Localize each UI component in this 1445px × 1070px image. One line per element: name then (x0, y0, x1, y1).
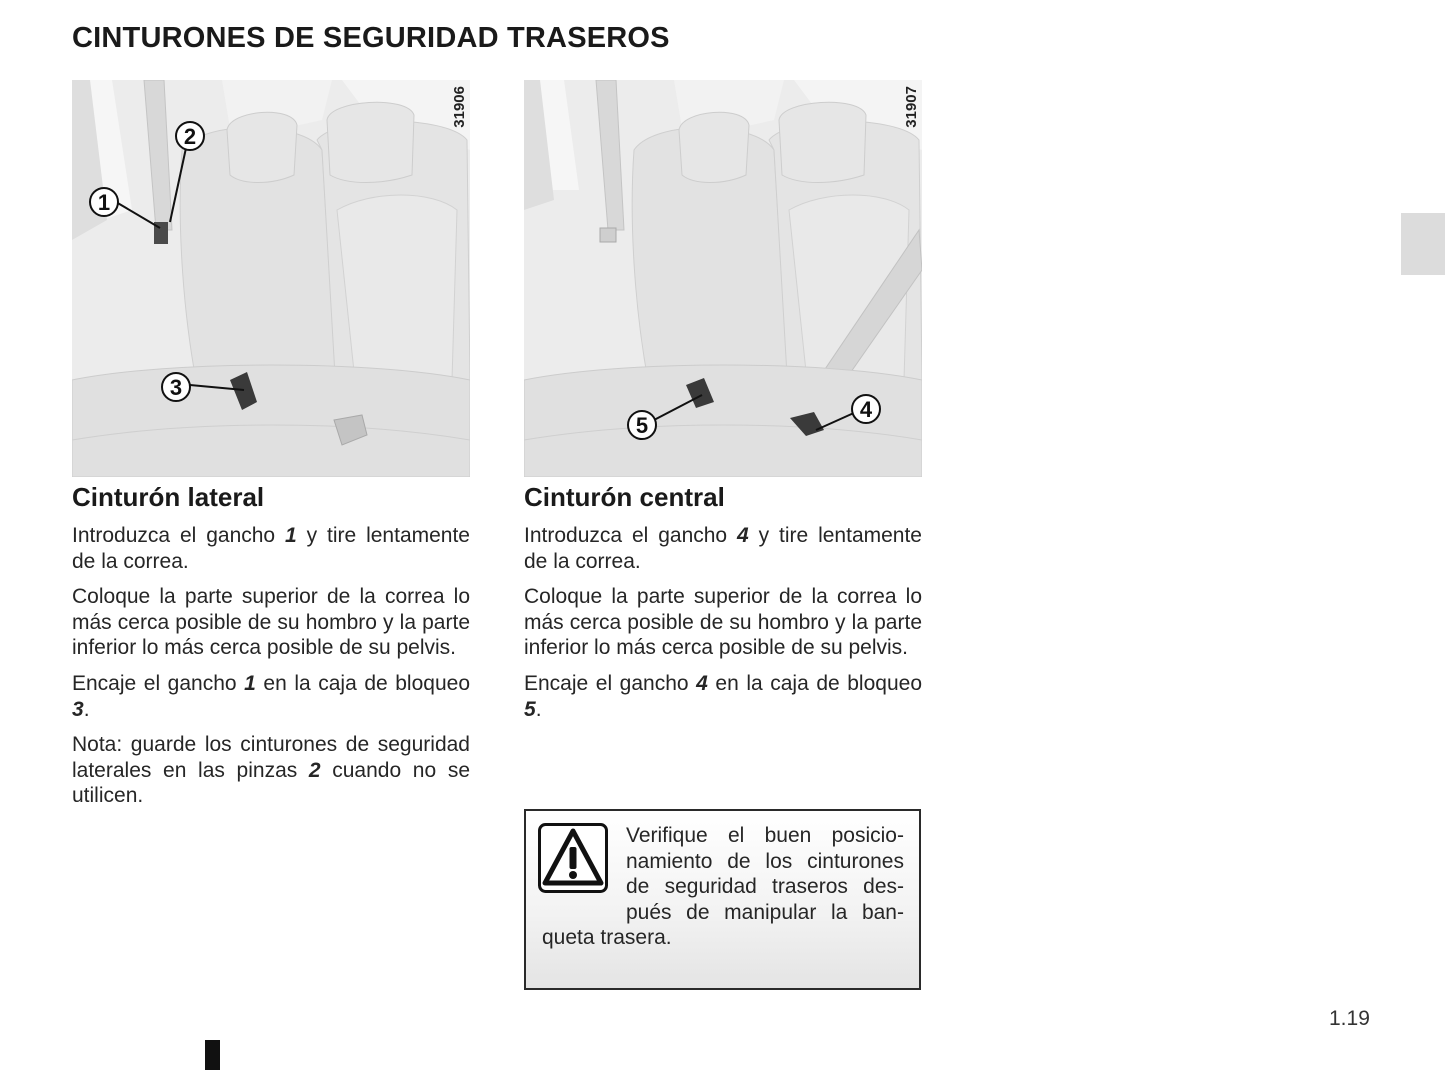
section-heading: Cinturón lateral (72, 482, 265, 512)
paragraph-note: Nota: guarde los cinturones de seguridad laterales en las pinzas 2 cuando no se utilicen. (72, 733, 470, 808)
callout-5 (628, 411, 656, 439)
ref-number: 1 (285, 524, 297, 547)
chapter-tab (1401, 213, 1445, 275)
svg-text:2: 2 (183, 124, 197, 149)
callout-2 (176, 122, 204, 150)
figure-ref-code: 31906 (451, 86, 468, 128)
ref-number: 4 (696, 671, 708, 695)
page-number: 1.19 (1329, 1007, 1370, 1030)
rear-seat-illustration-lateral (72, 80, 470, 477)
paragraph-position-strap: Coloque la parte superior de la correa lo más cerca posible de su hombro y la parte inferior lo más cerca posible de su pelvis. (72, 585, 470, 660)
crop-mark (205, 1040, 220, 1070)
ref-number: 3 (72, 697, 84, 721)
figure-ref-code: 31907 (903, 86, 920, 128)
rear-seat-figure-central (524, 80, 922, 477)
page-title: CINTURONES DE SEGURIDAD TRASEROS (72, 22, 670, 54)
paragraph-insert-hook: Introduzca el gancho 4 y tire lentamente de la correa. (524, 524, 922, 573)
rear-seat-illustration-central (524, 80, 922, 477)
section-heading: Cinturón central (524, 482, 725, 512)
ref-number: 5 (524, 697, 536, 721)
paragraph-lock-hook: Encaje el gancho 4 en la caja de bloqueo 5. (524, 671, 922, 721)
ref-number: 1 (244, 671, 256, 695)
ref-number: 2 (308, 758, 321, 782)
paragraph-lock-hook: Encaje el gancho 1 en la caja de bloqueo 3. (72, 671, 470, 721)
callout-3 (162, 373, 190, 401)
svg-text:1: 1 (97, 190, 111, 215)
section-central-belt (524, 482, 922, 732)
rear-seat-figure-lateral (72, 80, 470, 477)
paragraph-insert-hook: Introduzca el gancho 1 y tire lentamente de la correa. (72, 524, 470, 573)
warning-box (524, 809, 921, 990)
warning-text: Verifique el buen posicionamiento de los cinturones de seguridad traseros después de manipular la banqueta trasera. (542, 824, 904, 950)
section-lateral-belt (72, 482, 470, 819)
paragraph-position-strap: Coloque la parte superior de la correa lo más cerca posible de su hombro y la parte inferior lo más cerca posible de su pelvis. (524, 585, 922, 660)
callout-1 (90, 188, 118, 216)
callout-4 (852, 395, 880, 423)
svg-text:3: 3 (169, 375, 183, 400)
svg-text:4: 4 (859, 397, 873, 422)
svg-text:5: 5 (635, 413, 649, 438)
ref-number: 4 (737, 524, 749, 547)
